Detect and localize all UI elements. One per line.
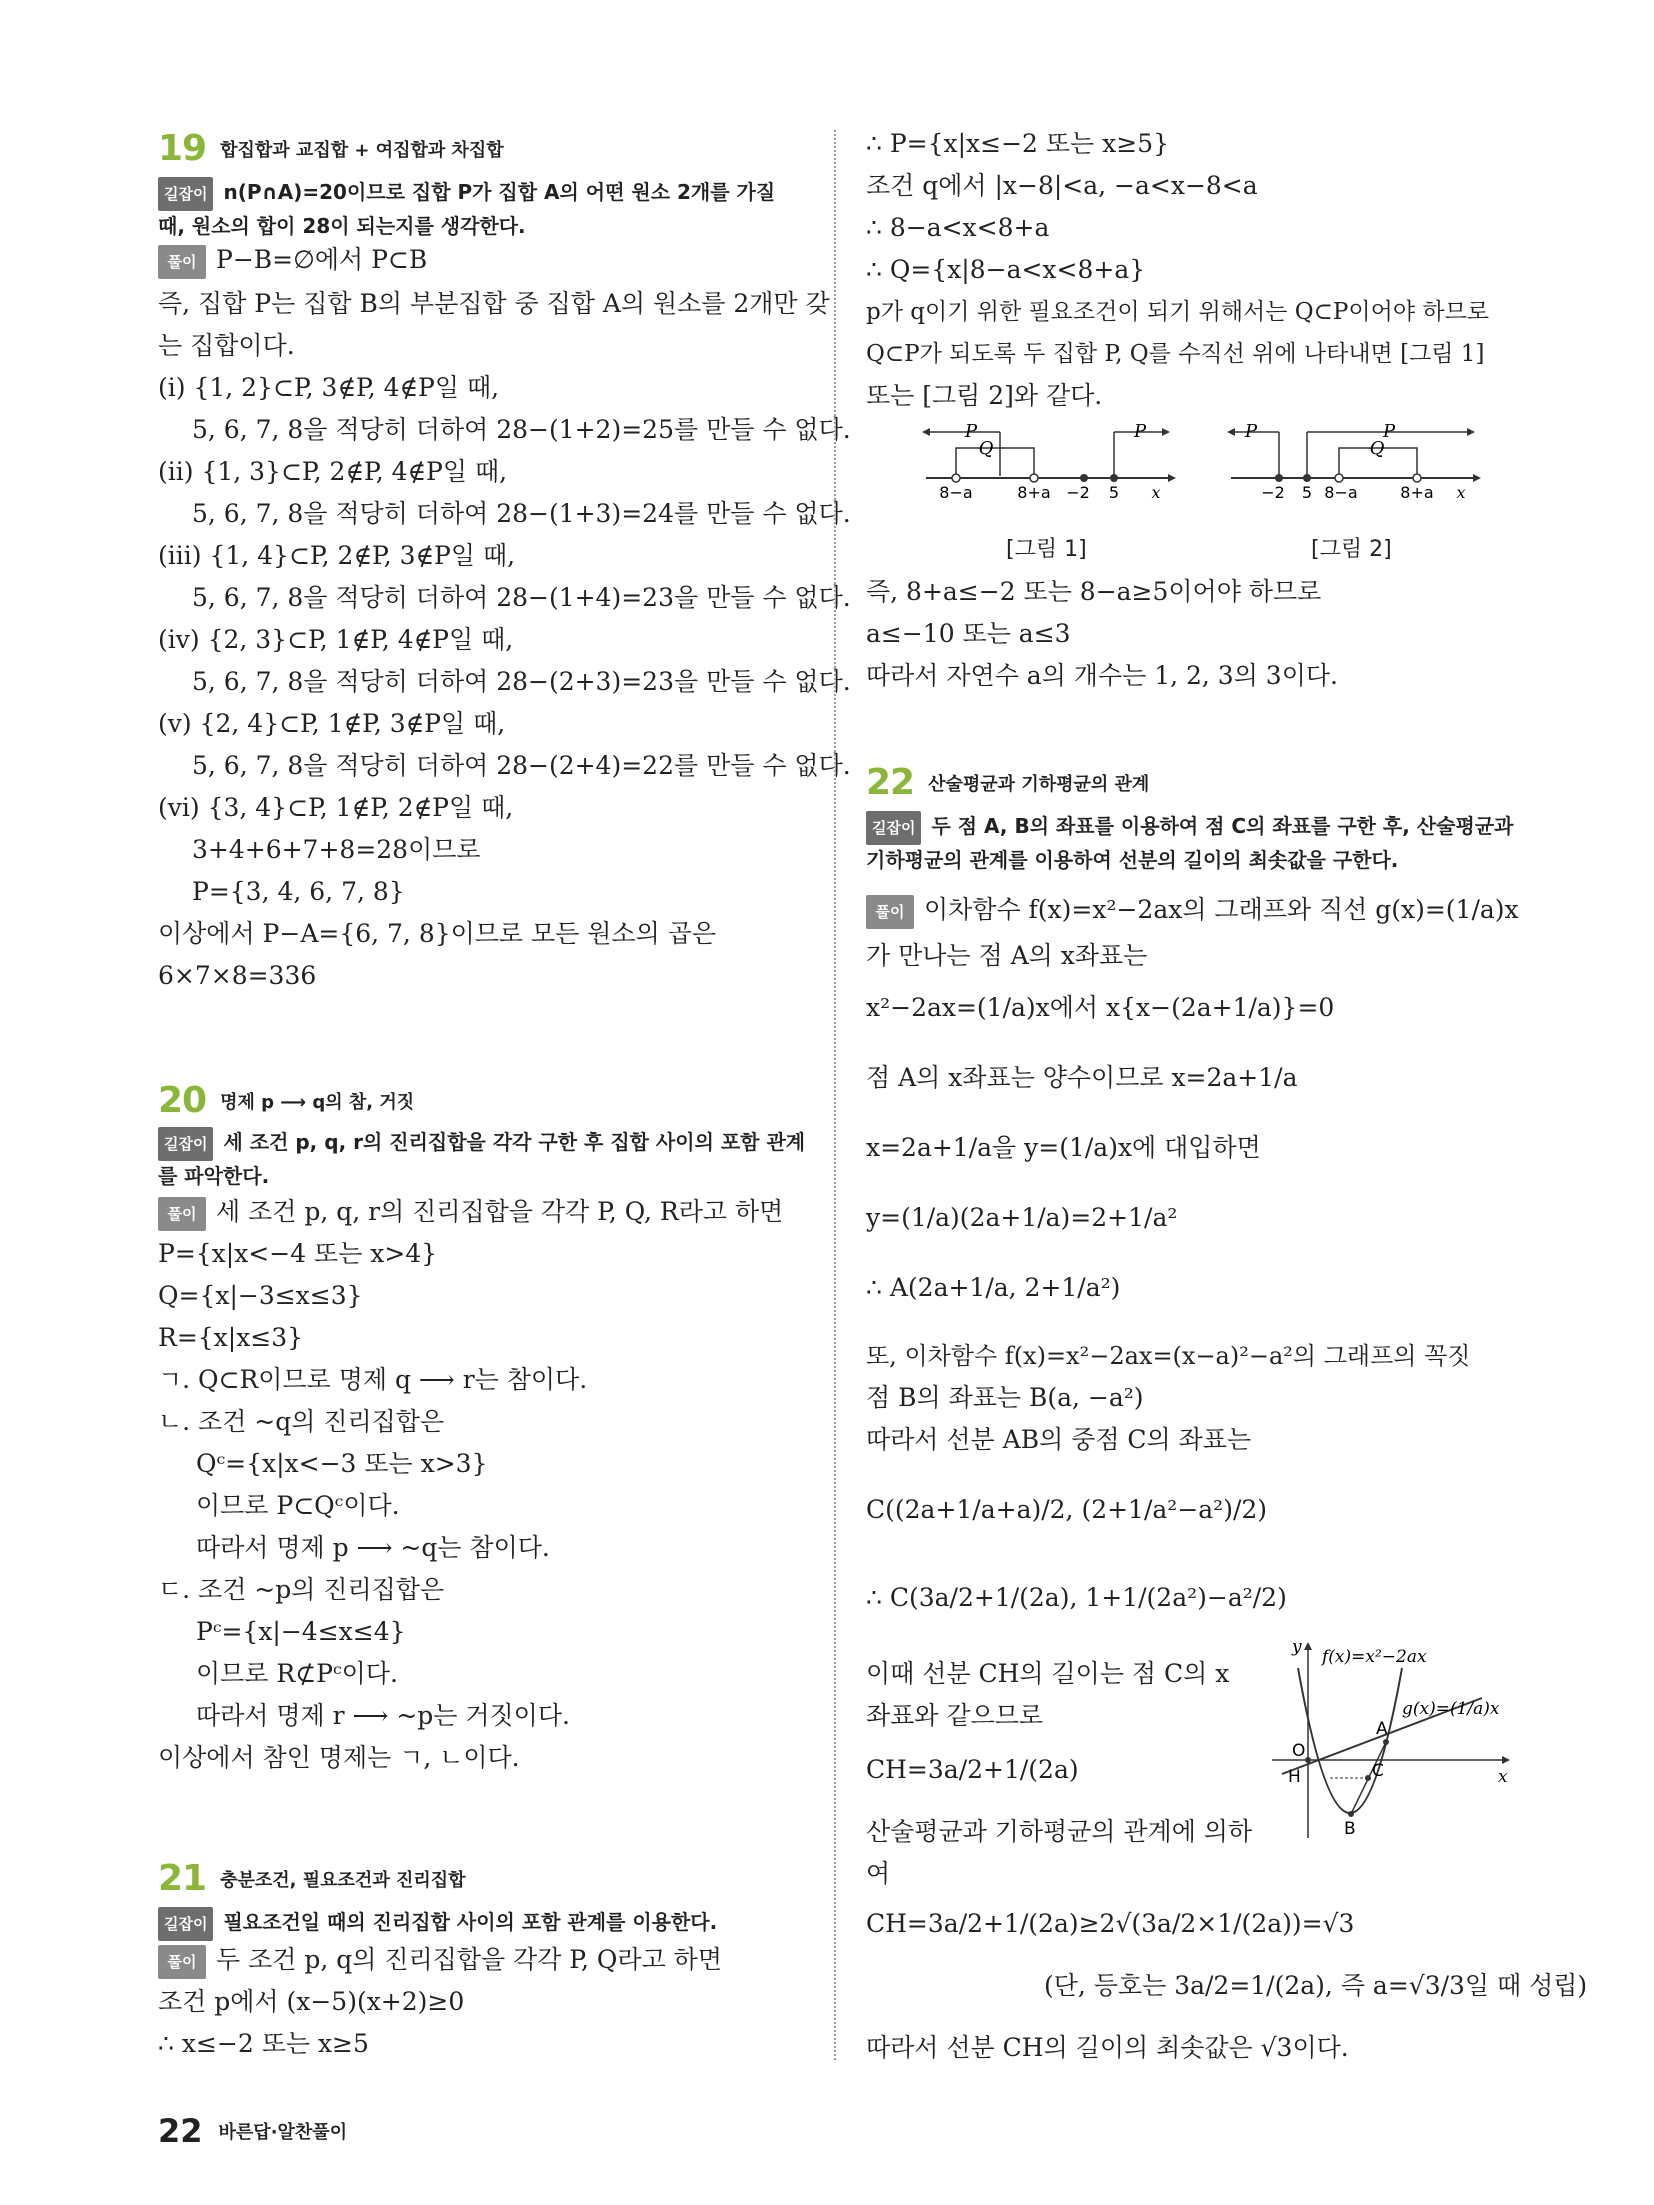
item-detail: 이므로 R⊄Pᶜ이다. [196, 1659, 398, 1688]
case-line: (ⅵ) {3, 4}⊂P, 1∉P, 2∉P일 때, [158, 793, 514, 822]
hint-text: 때, 원소의 합이 28이 되는지를 생각한다. [158, 214, 526, 238]
solution-text: 세 조건 p, q, r의 진리집합을 각각 P, Q, R라고 하면 [216, 1197, 784, 1226]
item-line: ㄷ. 조건 ~p의 진리집합은 [158, 1575, 445, 1604]
case-line: (ⅳ) {2, 3}⊂P, 1∉P, 4∉P일 때, [158, 625, 514, 654]
fig1-label-q: Q [978, 438, 994, 459]
fig1-axis-x: x [1151, 483, 1161, 498]
case-detail: 5, 6, 7, 8을 적당히 더하여 28−(2+4)=22를 만들 수 없다. [192, 751, 851, 780]
point-a-coords: ∴ A(2a+1/a, 2+1/a²) [866, 1273, 1121, 1302]
page-number: 22 [158, 2112, 203, 2150]
problem-topic: 충분조건, 필요조건과 진리집합 [220, 1869, 466, 1891]
solution-text: 조건 q에서 |x−8|<a, −a<x−8<a [866, 171, 1258, 200]
solution-tag: 풀이 [158, 245, 206, 279]
item-detail: 이므로 P⊂Qᶜ이다. [196, 1491, 400, 1520]
solution-text: 또는 [그림 2]와 같다. [866, 381, 1103, 410]
solution-text: 두 조건 p, q의 진리집합을 각각 P, Q라고 하면 [216, 1945, 722, 1974]
answer-line: 6×7×8=336 [158, 961, 317, 990]
graph-axis-y: y [1292, 1638, 1302, 1657]
fig2-tick: 8+a [1400, 483, 1434, 498]
set-line: Q={x|−3≤x≤3} [158, 1281, 363, 1310]
problem-topic: 합집합과 교집합 + 여집합과 차집합 [220, 139, 504, 161]
solution-text: ∴ Q={x|8−a<x<8+a} [866, 255, 1146, 284]
problem-number: 22 [866, 762, 915, 803]
problem-topic: 산술평균과 기하평균의 관계 [928, 773, 1150, 795]
item-line: ㄴ. 조건 ~q의 진리집합은 [158, 1407, 445, 1436]
problem-22-header [866, 762, 1149, 803]
figure-1-caption: [그림 1] [1006, 537, 1087, 562]
item-detail: 따라서 명제 r ⟶ ~p는 거짓이다. [196, 1701, 570, 1730]
fig1-tick: 5 [1108, 483, 1120, 498]
am-gm-inequality: CH=3a/2+1/(2a)≥2√(3a/2×1/(2a))=√3 [866, 1909, 1355, 1938]
fig2-label-q: Q [1369, 438, 1385, 459]
solution-text: ∴ P={x|x≤−2 또는 x≥5} [866, 129, 1169, 158]
problem-21-header [158, 1858, 466, 1899]
graph-point-h: H [1288, 1767, 1301, 1787]
hint-tag: 길잡이 [158, 1907, 213, 1941]
case-detail: P={3, 4, 6, 7, 8} [192, 877, 405, 906]
solution-line [158, 1944, 722, 1979]
solution-text: y=(1/a)(2a+1/a)=2+1/a² [866, 1203, 1178, 1232]
solution-text: x²−2ax=(1/a)x에서 x{x−(2a+1/a)}=0 [866, 993, 1335, 1022]
solution-text: 여 [866, 1859, 891, 1888]
hint-line [158, 1906, 717, 1941]
solution-tag: 풀이 [158, 1197, 206, 1231]
solution-line [158, 1196, 783, 1231]
fig2-tick: 8−a [1324, 483, 1358, 498]
page-footer [158, 2112, 347, 2150]
answer-line: 따라서 선분 CH의 길이의 최솟값은 √3이다. [866, 2033, 1349, 2062]
solution-tag: 풀이 [866, 895, 914, 929]
item-detail: Pᶜ={x|−4≤x≤4} [196, 1617, 406, 1646]
solution-text: p가 q이기 위한 필요조건이 되기 위해서는 Q⊂P이어야 하므로 [866, 299, 1490, 325]
hint-line [158, 1126, 805, 1161]
hint-text: n(P∩A)=20이므로 집합 P가 집합 A의 어떤 원소 2개를 가질 [223, 180, 776, 204]
figure-2-caption: [그림 2] [1311, 537, 1392, 562]
fig1-tick: 8−a [939, 483, 973, 498]
parabola-line-graph [1262, 1638, 1516, 1848]
hint-tag: 길잡이 [866, 811, 921, 845]
solution-text: 또, 이차함수 f(x)=x²−2ax=(x−a)²−a²의 그래프의 꼭짓 [866, 1342, 1471, 1370]
fig2-label-p-left: P [1244, 421, 1258, 442]
conclusion-line: 이상에서 참인 명제는 ㄱ, ㄴ이다. [158, 1743, 520, 1772]
fig1-label-p-left: P [964, 421, 978, 442]
number-line-figure-2 [1221, 418, 1481, 498]
hint-text: 를 파악한다. [158, 1164, 270, 1188]
solution-text: ∴ 8−a<x<8+a [866, 213, 1050, 242]
problem-19-header [158, 128, 504, 169]
problem-number: 21 [158, 1858, 207, 1899]
fig2-tick: −2 [1261, 483, 1285, 498]
hint-tag: 길잡이 [158, 177, 213, 211]
case-line: (ⅱ) {1, 3}⊂P, 2∉P, 4∉P일 때, [158, 457, 508, 486]
fig1-tick: −2 [1066, 483, 1090, 498]
solution-text: 즉, 8+a≤−2 또는 8−a≥5이어야 하므로 [866, 577, 1322, 606]
graph-point-a: A [1376, 1719, 1388, 1739]
column-divider [834, 130, 836, 2060]
book-title: 바른답·알찬풀이 [218, 2122, 348, 2143]
solution-tag: 풀이 [158, 1945, 206, 1979]
solution-text: 이때 선분 CH의 길이는 점 C의 x [866, 1659, 1230, 1688]
graph-g-label: g(x)=(1/a)x [1402, 1699, 1500, 1719]
solution-line [158, 244, 427, 279]
item-detail: 따라서 명제 p ⟶ ~q는 참이다. [196, 1533, 550, 1562]
solution-text: 따라서 선분 AB의 중점 C의 좌표는 [866, 1425, 1252, 1454]
problem-number: 19 [158, 128, 207, 169]
hint-text: 세 조건 p, q, r의 진리집합을 각각 구한 후 집합 사이의 포함 관계 [223, 1130, 806, 1154]
answer-line: 따라서 자연수 a의 개수는 1, 2, 3의 3이다. [866, 661, 1338, 690]
fig2-label-p-right: P [1382, 421, 1396, 442]
graph-point-b: B [1344, 1819, 1356, 1839]
fig1-label-p-right: P [1133, 421, 1147, 442]
set-line: R={x|x≤3} [158, 1323, 304, 1352]
graph-point-o: O [1292, 1741, 1306, 1761]
point-c-coords: ∴ C(3a/2+1/(2a), 1+1/(2a²)−a²/2) [866, 1583, 1287, 1612]
case-detail: 5, 6, 7, 8을 적당히 더하여 28−(1+3)=24를 만들 수 없다. [192, 499, 851, 528]
set-line: P={x|x<−4 또는 x>4} [158, 1239, 438, 1268]
hint-text: 필요조건일 때의 진리집합 사이의 포함 관계를 이용한다. [223, 1910, 718, 1934]
midpoint-formula: C((2a+1/a+a)/2, (2+1/a²−a²)/2) [866, 1495, 1268, 1524]
solution-text: 점 A의 x좌표는 양수이므로 x=2a+1/a [866, 1063, 1298, 1092]
fig2-tick: 5 [1301, 483, 1313, 498]
item-line: ㄱ. Q⊂R이므로 명제 q ⟶ r는 참이다. [158, 1365, 588, 1394]
hint-line [866, 810, 1513, 845]
solution-text: 점 B의 좌표는 B(a, −a²) [866, 1383, 1144, 1412]
hint-line [158, 176, 775, 211]
case-line: (ⅴ) {2, 4}⊂P, 1∉P, 3∉P일 때, [158, 709, 506, 738]
solution-text: x=2a+1/a을 y=(1/a)x에 대입하면 [866, 1133, 1261, 1162]
graph-point-c: C [1372, 1761, 1384, 1781]
solution-text: a≤−10 또는 a≤3 [866, 619, 1071, 648]
solution-text: 즉, 집합 P는 집합 B의 부분집합 중 집합 A의 원소를 2개만 갖 [158, 289, 830, 318]
solution-text: 가 만나는 점 A의 x좌표는 [866, 941, 1148, 970]
equality-condition: (단, 등호는 3a/2=1/(2a), 즉 a=√3/3일 때 성립) [1044, 1971, 1588, 2000]
fig1-tick: 8+a [1017, 483, 1051, 498]
fig2-axis-x: x [1456, 483, 1466, 498]
solution-line [866, 894, 1519, 929]
case-line: (ⅰ) {1, 2}⊂P, 3∉P, 4∉P일 때, [158, 373, 500, 402]
hint-text: 기하평균의 관계를 이용하여 선분의 길이의 최솟값을 구한다. [866, 848, 1399, 872]
case-detail: 5, 6, 7, 8을 적당히 더하여 28−(1+4)=23을 만들 수 없다. [192, 583, 851, 612]
case-line: (ⅲ) {1, 4}⊂P, 2∉P, 3∉P일 때, [158, 541, 516, 570]
problem-number: 20 [158, 1080, 207, 1121]
case-detail: 5, 6, 7, 8을 적당히 더하여 28−(1+2)=25를 만들 수 없다. [192, 415, 851, 444]
solution-text: P−B=∅에서 P⊂B [216, 245, 428, 274]
solution-text: 좌표와 같으므로 [866, 1701, 1043, 1730]
solution-text: 이차함수 f(x)=x²−2ax의 그래프와 직선 g(x)=(1/a)x [924, 895, 1519, 924]
solution-text: ∴ x≤−2 또는 x≥5 [158, 2029, 369, 2058]
hint-text: 두 점 A, B의 좌표를 이용하여 점 C의 좌표를 구한 후, 산술평균과 [931, 814, 1514, 838]
solution-text: 조건 p에서 (x−5)(x+2)≥0 [158, 1987, 465, 2016]
conclusion-line: 이상에서 P−A={6, 7, 8}이므로 모든 원소의 곱은 [158, 919, 716, 948]
case-detail: 3+4+6+7+8=28이므로 [192, 835, 481, 864]
problem-topic: 명제 p ⟶ q의 참, 거짓 [220, 1091, 415, 1113]
number-line-figure-1 [916, 418, 1176, 498]
solution-text: 는 집합이다. [158, 331, 295, 360]
solution-text: Q⊂P가 되도록 두 집합 P, Q를 수직선 위에 나타내면 [그림 1] [866, 341, 1485, 367]
solution-text: 산술평균과 기하평균의 관계에 의하 [866, 1817, 1253, 1846]
problem-20-header [158, 1080, 414, 1121]
graph-f-label: f(x)=x²−2ax [1322, 1647, 1427, 1667]
item-detail: Qᶜ={x|x<−3 또는 x>3} [196, 1449, 488, 1478]
ch-length: CH=3a/2+1/(2a) [866, 1755, 1079, 1784]
hint-tag: 길잡이 [158, 1127, 213, 1161]
case-detail: 5, 6, 7, 8을 적당히 더하여 28−(2+3)=23을 만들 수 없다. [192, 667, 851, 696]
graph-axis-x: x [1498, 1767, 1508, 1787]
